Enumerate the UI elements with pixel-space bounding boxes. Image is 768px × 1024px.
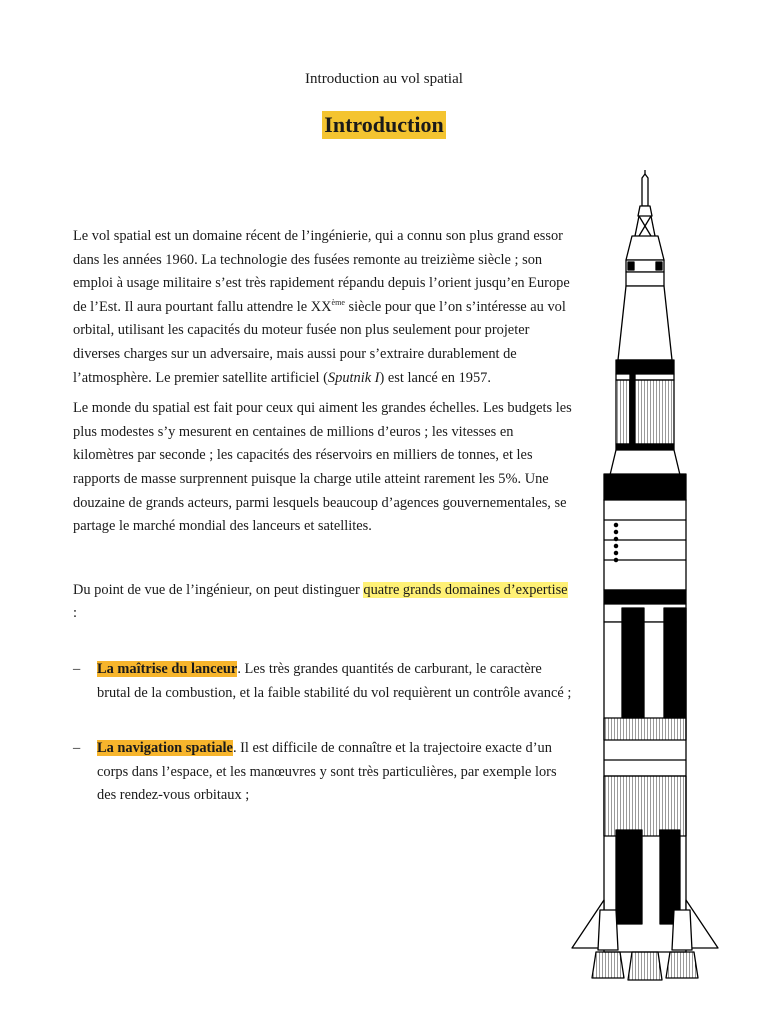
list-item-label: La navigation spatiale bbox=[97, 740, 233, 757]
paragraph-2: Le monde du spatial est fait pour ceux qui aiment les grandes échelles. Les budgets les plus modestes s’y mesurent en centaines de millions d’euros ; les vitesses en kilomètres par seconde ; les capacités des réservoirs en milliers de tonnes, et les rapports de masse surprennent puisque la charge utile atteint rarement les 5%. Une douzaine de grands acteurs, parmi lesquels beaucoup d’agences gouvernementales, se partage le marché mondial des lanceurs et satellites. bbox=[73, 400, 572, 535]
highlighted-phrase: quatre grands domaines d’expertise bbox=[363, 581, 568, 598]
paragraph-1: Le vol spatial est un domaine récent de l’ingénierie, qui a connu son plus grand essor dans les années 1960. La technologie des fusées remonte au treizième siècle ; son emploi à usage militaire s’est très rapidement répandu depuis l’orient jusqu’en Europe de l’Est. Il aura pourtant fallu attendre le XXème siècle pour que l’on s’intéresse au vol orbital, utilisant les capacités du moteur fusée non plus seulement pour projeter diverses charges sur un adversaire, mais aussi pour s’extraire durablement de l’atmosphère. Le premier satellite artificiel (Sputnik I) est lancé en 1957. bbox=[73, 228, 570, 386]
domain-list bbox=[73, 658, 573, 808]
list-item-text: . Les très grandes quantités de carburant, le caractère brutal de la combustion, et la faible stabilité du vol requièrent un contrôle avancé ; bbox=[97, 660, 572, 701]
list-dash: – bbox=[73, 740, 81, 757]
running-header: Introduction au vol spatial bbox=[305, 71, 463, 87]
list-item bbox=[73, 737, 573, 808]
paragraph-3: Du point de vue de l’ingénieur, on peut distinguer quatre grands domaines d’expertise : bbox=[73, 581, 568, 622]
section-title: Introduction bbox=[324, 112, 444, 137]
list-dash: – bbox=[73, 660, 81, 677]
list-item-label: La maîtrise du lanceur bbox=[97, 660, 238, 677]
superscript: ème bbox=[331, 297, 345, 307]
italic-title: Sputnik I bbox=[327, 369, 380, 386]
list-item-text: . Il est difficile de connaître et la trajectoire exacte d’un corps dans l’espace, et les manœuvres y sont très particulières, par exemple lors des rendez-vous orbitaux ; bbox=[97, 740, 557, 804]
rocket-illustration bbox=[560, 170, 730, 990]
list-item bbox=[73, 658, 573, 705]
body-text bbox=[73, 225, 573, 808]
